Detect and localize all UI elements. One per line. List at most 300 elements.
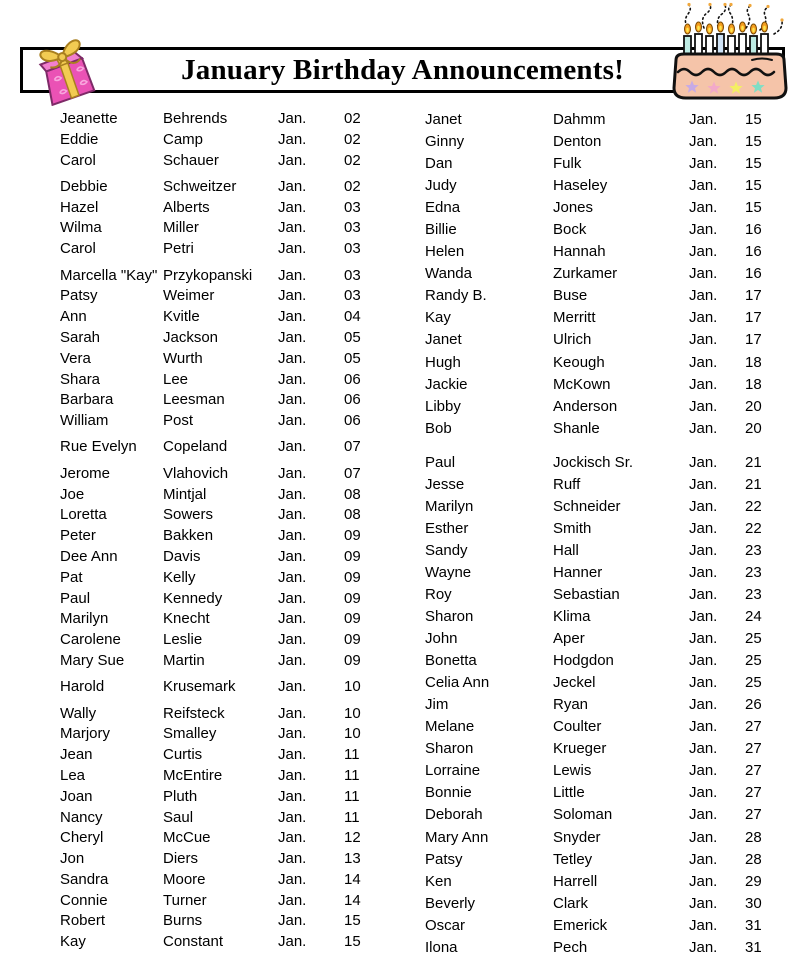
birth-day: 25 [745,652,762,670]
birth-month: Jan. [278,912,307,930]
first-name: Kay [60,933,86,951]
birth-day: 14 [344,891,361,909]
birthday-row [60,218,378,239]
last-name: Emerick [553,916,608,934]
birth-month: Jan. [278,130,307,148]
first-name: Marilyn [60,610,109,628]
birth-month: Jan. [278,527,307,545]
birthday-row [60,151,378,172]
birth-month: Jan. [689,177,718,195]
birth-day: 05 [344,349,361,367]
birthday-row [60,130,378,151]
birth-month: Jan. [278,328,307,346]
birth-day: 31 [745,938,762,956]
birthday-row [425,849,779,871]
first-name: Harold [60,678,105,696]
birthday-cake-icon [662,2,798,106]
birth-day: 17 [745,287,762,305]
birthday-row [425,827,779,849]
last-name: Clark [553,894,589,912]
first-name: Esther [425,519,469,537]
birth-month: Jan. [689,762,718,780]
birth-day: 09 [344,631,361,649]
first-name: Dee Ann [60,547,118,565]
birth-month: Jan. [278,349,307,367]
first-name: Bonnie [425,784,472,802]
last-name: Smalley [163,725,217,743]
birth-day: 14 [344,870,361,888]
first-name: Lea [60,766,86,784]
birth-month: Jan. [689,519,718,537]
birthday-row [425,915,779,937]
first-name: Marcella "Kay" [60,266,158,284]
birthday-row [425,352,779,374]
birthday-row [425,562,779,584]
birthday-row [60,307,378,328]
birth-day: 10 [344,678,361,696]
last-name: Petri [163,240,194,258]
birthday-row [425,474,779,496]
birthday-row [425,109,779,131]
last-name: Klima [553,608,591,626]
last-name: Merritt [553,309,596,327]
first-name: Paul [60,589,91,607]
first-name: Jon [60,850,85,868]
birth-day: 16 [745,243,762,261]
birthday-row [60,568,378,589]
birth-day: 27 [745,762,762,780]
last-name: Constant [163,933,224,951]
first-name: Patsy [425,850,463,868]
birth-day: 07 [344,438,361,456]
birth-month: Jan. [689,608,718,626]
first-name: Deborah [425,806,483,824]
first-name: Eddie [60,130,99,148]
birth-day: 24 [745,608,762,626]
birth-day: 09 [344,568,361,586]
first-name: Roy [425,585,452,603]
birthday-row [60,932,378,953]
last-name: Shanle [553,419,600,437]
birth-month: Jan. [278,808,307,826]
birth-month: Jan. [278,651,307,669]
first-name: John [425,630,458,648]
birth-day: 03 [344,219,361,237]
birthday-list-right [425,109,779,959]
birthday-row [60,745,378,766]
birth-month: Jan. [278,438,307,456]
birthday-row [60,724,378,745]
first-name: Kay [425,309,451,327]
birthday-row [60,589,378,610]
birth-month: Jan. [278,177,307,195]
birthday-row [425,871,779,893]
birth-month: Jan. [278,891,307,909]
last-name: Jackson [163,328,219,346]
birth-month: Jan. [689,419,718,437]
birthday-row [60,547,378,568]
last-name: Little [553,784,585,802]
last-name: Leslie [163,631,203,649]
birthday-row [425,374,779,396]
first-name: Robert [60,912,106,930]
birth-month: Jan. [278,464,307,482]
first-name: Peter [60,527,96,545]
first-name: Edna [425,199,461,217]
birthday-row [425,782,779,804]
birth-day: 15 [344,912,361,930]
birth-month: Jan. [689,828,718,846]
birth-day: 11 [344,766,360,784]
birthday-row [60,505,378,526]
birth-month: Jan. [278,766,307,784]
first-name: Carol [60,151,96,169]
first-name: Wayne [425,563,472,581]
last-name: Davis [163,547,201,565]
birthday-row [425,760,779,782]
last-name: Kvitle [163,308,200,326]
birth-month: Jan. [278,589,307,607]
birthday-row [425,329,779,351]
birthday-row [425,175,779,197]
first-name: Rue Evelyn [60,438,137,456]
first-name: Loretta [60,506,107,524]
birth-day: 11 [344,808,360,826]
birth-day: 27 [745,740,762,758]
birthday-row [60,198,378,219]
first-name: Joan [60,787,93,805]
birthday-row [60,411,378,432]
birth-day: 09 [344,610,361,628]
last-name: Ruff [553,475,581,493]
birth-month: Jan. [689,375,718,393]
first-name: Joe [60,485,85,503]
birthday-row [425,518,779,540]
birth-month: Jan. [278,240,307,258]
first-name: Cheryl [60,829,104,847]
birth-month: Jan. [278,219,307,237]
last-name: Krusemark [163,678,236,696]
first-name: Wilma [60,219,102,237]
birthday-row [425,285,779,307]
birthday-row [425,396,779,418]
birth-month: Jan. [278,198,307,216]
birthday-row [425,219,779,241]
birthday-row [425,606,779,628]
last-name: Wurth [163,349,203,367]
first-name: Debbie [60,177,108,195]
last-name: Mintjal [163,485,207,503]
birth-day: 08 [344,485,361,503]
first-name: Jesse [425,475,465,493]
birthday-row [60,349,378,370]
birthday-row [425,937,779,959]
first-name: Sarah [60,328,101,346]
first-name: Ken [425,872,452,890]
first-name: Janet [425,331,462,349]
last-name: Keough [553,353,605,371]
last-name: Smith [553,519,592,537]
birthday-row [425,628,779,650]
birth-day: 11 [344,787,360,805]
first-name: Libby [425,397,461,415]
first-name: Sandy [425,541,468,559]
birth-month: Jan. [278,151,307,169]
last-name: Weimer [163,287,215,305]
birthday-row [60,390,378,411]
first-name: Wally [60,704,97,722]
birthday-row [60,651,378,672]
last-name: Reifsteck [163,704,225,722]
birthday-row [60,766,378,787]
birth-day: 09 [344,527,361,545]
birthday-row [425,584,779,606]
birth-day: 28 [745,828,762,846]
birthday-row [425,738,779,760]
birth-day: 20 [745,419,762,437]
birth-month: Jan. [689,674,718,692]
birthday-row [60,630,378,651]
last-name: Coulter [553,718,602,736]
birth-day: 18 [745,375,762,393]
birthday-row [60,808,378,829]
first-name: Marilyn [425,497,474,515]
birthday-row [425,197,779,219]
last-name: Kennedy [163,589,223,607]
last-name: Copeland [163,438,228,456]
last-name: Sowers [163,506,214,524]
first-name: Janet [425,111,462,128]
last-name: Tetley [553,850,593,868]
birth-day: 04 [344,308,361,326]
last-name: Harrell [553,872,598,890]
birth-month: Jan. [689,806,718,824]
last-name: Hall [553,541,579,559]
first-name: Carolene [60,631,121,649]
first-name: Mary Ann [425,828,489,846]
last-name: Pluth [163,787,198,805]
birth-month: Jan. [689,155,718,173]
birth-day: 10 [344,704,361,722]
last-name: Jeckel [553,674,596,692]
birthday-list-left [60,109,378,953]
first-name: Ginny [425,133,465,151]
last-name: Krueger [553,740,607,758]
birth-month: Jan. [278,266,307,284]
birth-day: 27 [745,784,762,802]
birth-month: Jan. [278,110,307,127]
birth-month: Jan. [278,829,307,847]
birth-day: 30 [745,894,762,912]
birthday-row [425,307,779,329]
birth-day: 25 [745,630,762,648]
last-name: Schauer [163,151,219,169]
birth-day: 22 [745,519,762,537]
last-name: Kelly [163,568,196,586]
birth-month: Jan. [689,111,718,128]
birthday-row [60,177,378,198]
last-name: Snyder [553,828,601,846]
first-name: Carol [60,240,96,258]
birth-month: Jan. [278,870,307,888]
birth-month: Jan. [689,894,718,912]
last-name: Jockisch Sr. [553,453,634,471]
birth-month: Jan. [689,718,718,736]
birth-day: 23 [745,541,762,559]
birthday-row [425,650,779,672]
birth-day: 09 [344,651,361,669]
first-name: Barbara [60,391,114,409]
birth-month: Jan. [689,696,718,714]
birth-day: 03 [344,287,361,305]
birthday-row [425,694,779,716]
birthday-row [60,109,378,130]
birth-day: 26 [745,696,762,714]
last-name: Zurkamer [553,265,618,283]
first-name: Randy B. [425,287,487,305]
last-name: Post [163,412,194,430]
birth-day: 23 [745,563,762,581]
birthday-row [425,418,779,440]
last-name: Hanner [553,563,603,581]
birth-month: Jan. [689,541,718,559]
birth-month: Jan. [278,933,307,951]
last-name: Turner [163,891,207,909]
birthday-row [60,677,378,698]
last-name: Burns [163,912,203,930]
first-name: Ilona [425,938,458,956]
last-name: Alberts [163,198,210,216]
birth-day: 03 [344,266,361,284]
birth-day: 21 [745,475,762,493]
birth-month: Jan. [689,497,718,515]
last-name: Soloman [553,806,613,824]
birth-day: 22 [745,497,762,515]
last-name: Lee [163,370,189,388]
first-name: Melane [425,718,475,736]
birthday-row [425,131,779,153]
birth-day: 29 [745,872,762,890]
birth-month: Jan. [689,850,718,868]
last-name: Hodgdon [553,652,614,670]
first-name: Sharon [425,740,474,758]
last-name: Pech [553,938,588,956]
first-name: Nancy [60,808,103,826]
birthday-row [60,437,378,458]
birthday-row [60,370,378,391]
page-title: January Birthday Announcements! [181,53,624,86]
birth-month: Jan. [689,872,718,890]
birth-day: 17 [745,309,762,327]
last-name: McCue [163,829,211,847]
birth-month: Jan. [689,475,718,493]
last-name: Lewis [553,762,592,780]
first-name: Oscar [425,916,466,934]
birth-month: Jan. [278,610,307,628]
birth-month: Jan. [689,453,718,471]
last-name: Knecht [163,610,210,628]
birth-day: 27 [745,718,762,736]
birthday-row [60,911,378,932]
last-name: Leesman [163,391,225,409]
gift-icon [34,34,104,106]
first-name: Marjory [60,725,111,743]
first-name: Dan [425,155,453,173]
birthday-row [425,452,779,474]
birthday-row [60,870,378,891]
last-name: Haseley [553,177,608,195]
birth-month: Jan. [689,585,718,603]
birth-day: 20 [745,397,762,415]
birth-day: 06 [344,412,361,430]
first-name: Jean [60,746,93,764]
first-name: Patsy [60,287,98,305]
birth-month: Jan. [689,563,718,581]
birthday-row [425,496,779,518]
last-name: Ryan [553,696,589,714]
birthday-row [60,787,378,808]
birth-month: Jan. [689,287,718,305]
last-name: Fulk [553,155,582,173]
birth-month: Jan. [278,787,307,805]
last-name: Diers [163,850,199,868]
birth-day: 02 [344,177,361,195]
first-name: Ann [60,308,87,326]
first-name: Beverly [425,894,476,912]
birthday-row [425,672,779,694]
birthday-row [60,464,378,485]
birthday-row [425,241,779,263]
birth-month: Jan. [278,485,307,503]
last-name: McKown [553,375,611,393]
birth-day: 08 [344,506,361,524]
last-name: Hannah [553,243,606,261]
first-name: Billie [425,221,457,239]
birth-month: Jan. [689,243,718,261]
first-name: Mary Sue [60,651,125,669]
last-name: Moore [163,870,206,888]
first-name: Jerome [60,464,111,482]
last-name: Ulrich [553,331,592,349]
birth-month: Jan. [278,704,307,722]
birth-month: Jan. [278,506,307,524]
last-name: Aper [553,630,585,648]
birth-month: Jan. [689,353,718,371]
birth-month: Jan. [689,309,718,327]
birthday-row [60,266,378,287]
birth-day: 17 [745,331,762,349]
last-name: Dahmm [553,111,606,128]
birthday-row [425,716,779,738]
birthday-row [60,286,378,307]
birth-day: 15 [344,933,361,951]
birth-day: 10 [344,725,361,743]
birthday-row [60,609,378,630]
birth-day: 23 [745,585,762,603]
last-name: Behrends [163,110,228,127]
birth-day: 02 [344,151,361,169]
birthday-row [60,485,378,506]
birth-month: Jan. [689,938,718,956]
last-name: Camp [163,130,204,148]
birth-day: 15 [745,199,762,217]
birth-day: 05 [344,328,361,346]
birth-day: 03 [344,240,361,258]
birth-day: 31 [745,916,762,934]
first-name: Vera [60,349,91,367]
birth-month: Jan. [278,725,307,743]
last-name: Sebastian [553,585,620,603]
